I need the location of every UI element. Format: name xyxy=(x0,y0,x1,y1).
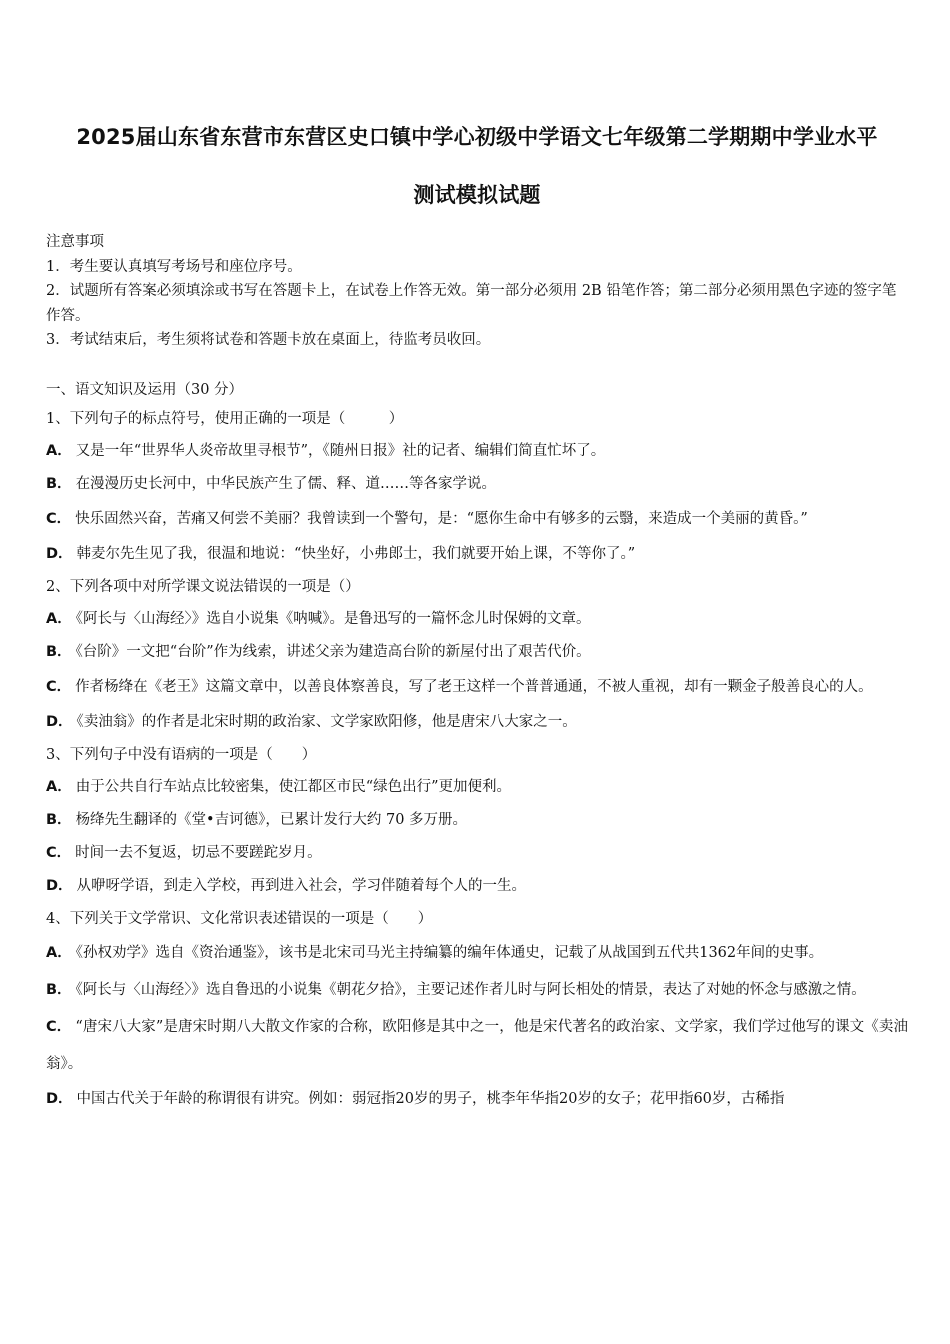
question-4 xyxy=(46,903,908,1116)
notice-heading: 注意事项 xyxy=(46,234,104,250)
exam-page xyxy=(46,108,908,1116)
question-stem: 4、下列关于文学常识、文化常识表述错误的一项是（ ） xyxy=(46,910,433,927)
option-d xyxy=(46,870,908,903)
notice-item-2: 2．试题所有答案必须填涂或书写在答题卡上，在试卷上作答无效。第一部分必须用 2B 铅笔作答；第二部分必须用黑色字迹的签字笔作答。 xyxy=(46,283,897,324)
question-3 xyxy=(46,739,908,903)
option-letter: A． xyxy=(46,610,72,627)
option-text: 快乐固然兴奋，苦痛又何尝不美丽？我曾读到一个警句，是：“愿你生命中有够多的云翳，来造成一个美丽的黄昏。” xyxy=(75,510,808,527)
option-d xyxy=(46,1083,908,1116)
option-text: 又是一年“世界华人炎帝故里寻根节”，《随州日报》社的记者、编辑们简直忙坏了。 xyxy=(75,442,606,459)
option-b xyxy=(46,468,908,501)
option-letter: B． xyxy=(46,811,72,828)
title-line-1: 2025届山东省东营市东营区史口镇中学心初级中学语文七年级第二学期期中学业水平 xyxy=(76,125,878,149)
option-c xyxy=(46,669,908,706)
option-text: 《卖油翁》的作者是北宋时期的政治家、文学家欧阳修，他是唐宋八大家之一。 xyxy=(76,713,577,730)
option-letter: B． xyxy=(46,475,72,492)
option-letter: D． xyxy=(46,1090,73,1107)
option-text: 作者杨绛在《老王》这篇文章中，以善良体察善良，写了老王这样一个普普通通，不被人重视，却有一颗金子般善良心的人。 xyxy=(75,678,873,695)
option-text: 中国古代关于年龄的称谓很有讲究。例如：弱冠指20岁的男子，桃李年华指20岁的女子；花甲指60岁，古稀指 xyxy=(76,1090,785,1107)
option-letter: C． xyxy=(46,844,72,861)
option-letter: B． xyxy=(46,981,72,998)
option-letter: D． xyxy=(46,713,73,730)
option-text: 杨绛先生翻译的《堂•吉诃德》，已累计发行大约 70 多万册。 xyxy=(75,811,468,828)
page-title xyxy=(46,108,908,224)
question-stem: 1、下列句子的标点符号，使用正确的一项是（ ） xyxy=(46,410,404,427)
option-text: 《阿长与〈山海经〉》选自小说集《呐喊》。是鲁迅写的一篇怀念儿时保姆的文章。 xyxy=(75,610,591,627)
option-letter: C． xyxy=(46,1018,72,1035)
option-text: 时间一去不复返，切忌不要蹉跎岁月。 xyxy=(75,844,322,861)
notice-block xyxy=(46,230,908,353)
question-1 xyxy=(46,403,908,571)
option-d xyxy=(46,538,908,571)
option-text: 《孙权劝学》选自《资治通鉴》，该书是北宋司马光主持编纂的编年体通史，记载了从战国到五代共1362年间的史事。 xyxy=(75,944,824,961)
option-letter: A． xyxy=(46,944,72,961)
question-2 xyxy=(46,571,908,739)
notice-item-1: 1．考生要认真填写考场号和座位序号。 xyxy=(46,258,302,275)
option-a xyxy=(46,603,908,636)
option-text: 由于公共自行车站点比较密集，使江都区市民“绿色出行”更加便利。 xyxy=(75,778,512,795)
option-c xyxy=(46,501,908,538)
option-letter: B． xyxy=(46,643,72,660)
option-text: 《阿长与〈山海经〉》选自鲁迅的小说集《朝花夕拾》，主要记述作者儿时与阿长相处的情景，表达了对她的怀念与感激之情。 xyxy=(75,981,866,998)
option-letter: C． xyxy=(46,678,72,695)
option-a xyxy=(46,935,908,972)
notice-item-3: 3．考试结束后，考生须将试卷和答题卡放在桌面上，待监考员收回。 xyxy=(46,332,491,348)
title-line-2: 测试模拟试题 xyxy=(413,183,541,207)
option-b xyxy=(46,972,908,1009)
option-text: 韩麦尔先生见了我，很温和地说：“快坐好，小弗郎士，我们就要开始上课，不等你了。” xyxy=(76,545,636,562)
option-b xyxy=(46,636,908,669)
option-text: 从咿呀学语，到走入学校，再到进入社会，学习伴随着每个人的一生。 xyxy=(76,877,527,894)
option-letter: D． xyxy=(46,877,73,894)
option-text: 《台阶》一文把“台阶”作为线索，讲述父亲为建造高台阶的新屋付出了艰苦代价。 xyxy=(75,643,591,660)
option-c xyxy=(46,1009,908,1083)
option-text: 在漫漫历史长河中，中华民族产生了儒、释、道……等各家学说。 xyxy=(75,475,497,492)
option-c xyxy=(46,837,908,870)
option-letter: A． xyxy=(46,778,72,795)
option-letter: A． xyxy=(46,442,72,459)
question-stem: 3、下列句子中没有语病的一项是（ ） xyxy=(46,746,317,763)
option-a xyxy=(46,771,908,804)
question-stem: 2、下列各项中对所学课文说法错误的一项是（） xyxy=(46,578,360,595)
option-d xyxy=(46,706,908,739)
option-a xyxy=(46,435,908,468)
section-heading: 一、语文知识及运用（30 分） xyxy=(46,381,244,398)
option-b xyxy=(46,804,908,837)
option-letter: D． xyxy=(46,545,73,562)
option-letter: C． xyxy=(46,510,72,527)
option-text: “唐宋八大家”是唐宋时期八大散文作家的合称，欧阳修是其中之一，他是宋代著名的政治家、文学家，我们学过他写的课文《卖油翁》。 xyxy=(46,1018,908,1072)
